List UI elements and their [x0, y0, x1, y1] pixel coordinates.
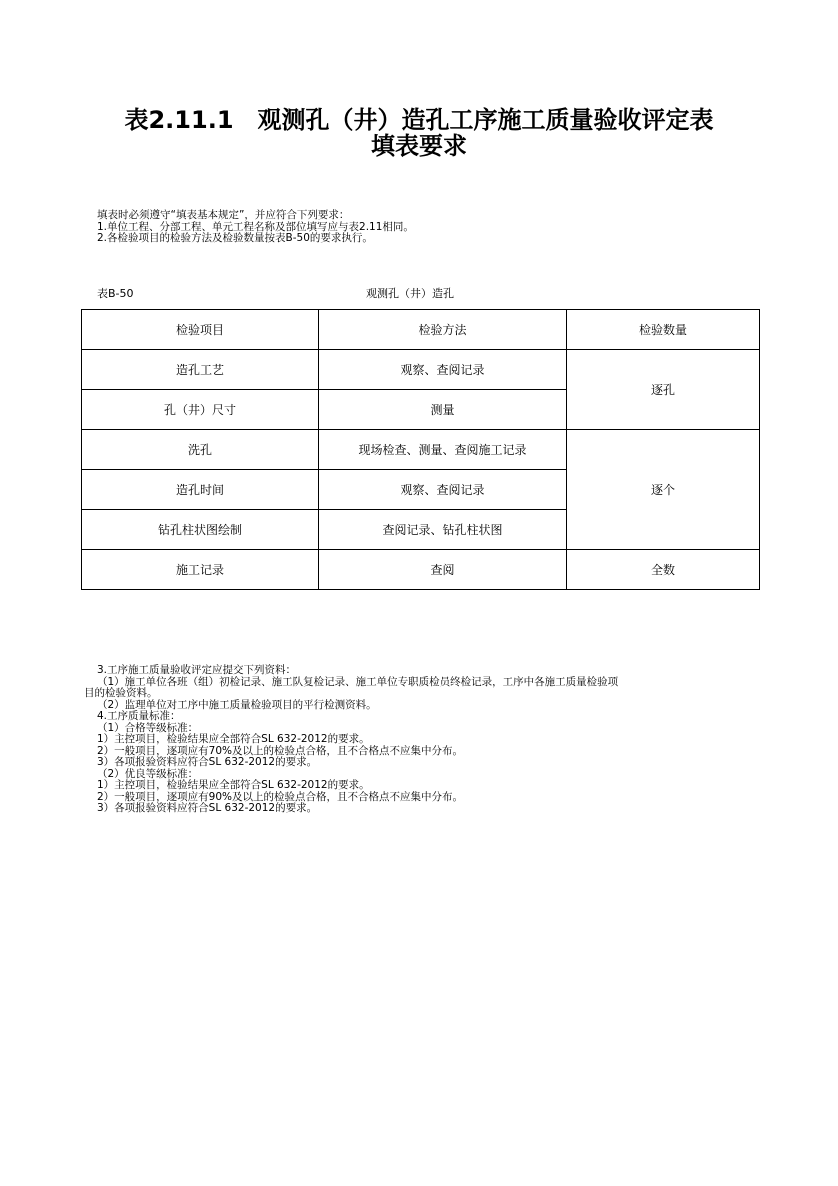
cell-item: 钻孔柱状图绘制 — [82, 510, 319, 550]
cell-method: 查阅记录、钻孔柱状图 — [319, 510, 567, 550]
table-row — [82, 550, 760, 590]
header-quantity: 检验数量 — [567, 310, 760, 350]
note-line: （2）优良等级标准： — [97, 767, 199, 780]
intro-notes — [97, 210, 414, 245]
header-item: 检验项目 — [82, 310, 319, 350]
cell-method: 现场检查、测量、查阅施工记录 — [319, 430, 567, 470]
note-heading: 4.工序质量标准： — [97, 710, 181, 722]
note-line: 2）一般项目，逐项应有90%及以上的检验点合格，且不合格点不应集中分布。 — [97, 790, 464, 803]
note-line: 3）各项报验资料应符合SL 632-2012的要求。 — [97, 802, 318, 814]
quality-notes — [84, 664, 619, 815]
table-code: 表B-50 — [97, 287, 134, 300]
cell-item: 造孔时间 — [82, 470, 319, 510]
page-title: 表2.11.1 观测孔（井）造孔工序施工质量验收评定表 — [124, 106, 714, 134]
cell-method: 测量 — [319, 390, 567, 430]
cell-quantity-merged: 逐个 — [567, 430, 760, 550]
note-line: 目的检验资料。 — [84, 687, 158, 699]
intro-note-line: 填表时必须遵守“填表基本规定”，并应符合下列要求： — [97, 209, 350, 221]
table-row — [82, 350, 760, 390]
note-line: 1）主控项目，检验结果应全部符合SL 632-2012的要求。 — [97, 733, 370, 745]
cell-method: 观察、查阅记录 — [319, 350, 567, 390]
cell-method: 观察、查阅记录 — [319, 470, 567, 510]
note-line: 1）主控项目，检验结果应全部符合SL 632-2012的要求。 — [97, 779, 370, 791]
note-heading: 3.工序施工质量验收评定应提交下列资料： — [97, 664, 297, 676]
intro-note-line: 1.单位工程、分部工程、单元工程名称及部位填写应与表2.11相同。 — [97, 220, 414, 233]
intro-note-line: 2.各检验项目的检验方法及检验数量按表B-50的要求执行。 — [97, 232, 373, 244]
note-line: （1）施工单位各班（组）初检记录、施工队复检记录、施工单位专职质检员终检记录，工序中各施工质量检验项 — [97, 675, 619, 688]
inspection-table — [81, 309, 760, 590]
cell-item: 洗孔 — [82, 430, 319, 470]
note-line: （2）监理单位对工序中施工质量检验项目的平行检测资料。 — [97, 698, 377, 711]
table-header-row — [82, 310, 760, 350]
note-line: （1）合格等级标准： — [97, 721, 199, 734]
note-line: 3）各项报验资料应符合SL 632-2012的要求。 — [97, 756, 318, 768]
cell-item: 孔（井）尺寸 — [82, 390, 319, 430]
table-name: 观测孔（井）造孔 — [366, 287, 454, 300]
cell-quantity: 全数 — [567, 550, 760, 590]
cell-method: 查阅 — [319, 550, 567, 590]
table-row — [82, 430, 760, 470]
cell-item: 施工记录 — [82, 550, 319, 590]
note-line: 2）一般项目，逐项应有70%及以上的检验点合格，且不合格点不应集中分布。 — [97, 744, 464, 757]
cell-item: 造孔工艺 — [82, 350, 319, 390]
header-method: 检验方法 — [319, 310, 567, 350]
cell-quantity-merged: 逐孔 — [567, 350, 760, 430]
page-subtitle: 填表要求 — [371, 132, 467, 160]
